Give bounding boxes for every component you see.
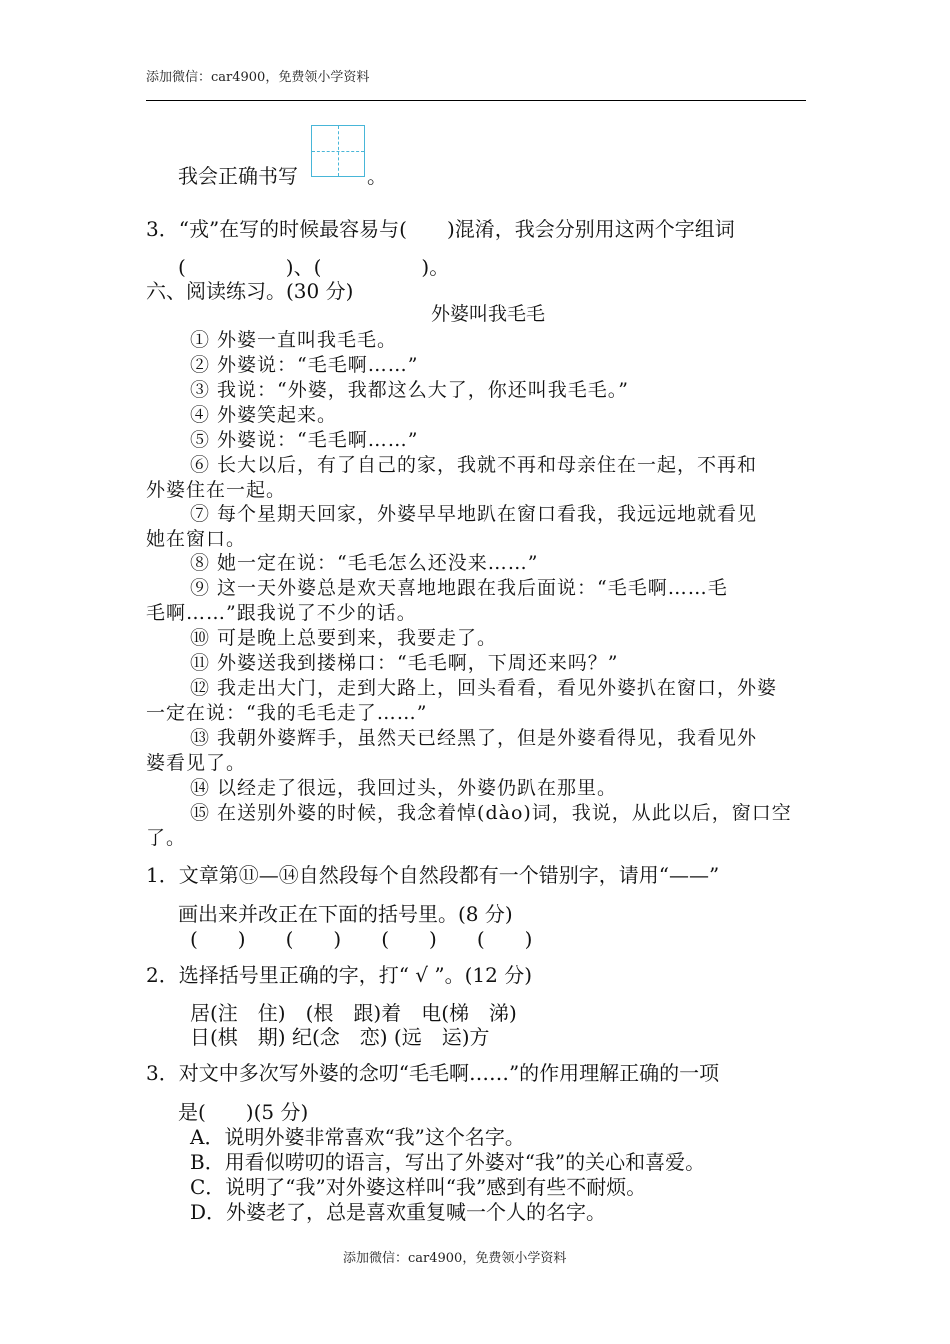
header-rule	[146, 100, 806, 101]
write-line-prefix: 我会正确书写	[178, 164, 298, 188]
passage-line: 一定在说：“我的毛毛走了……”	[146, 702, 428, 724]
footer-watermark: 添加微信：car4900，免费领小学资料	[343, 1251, 567, 1266]
passage-line: ⑩ 可是晚上总要到来，我要走了。	[190, 627, 498, 649]
q1-line2: 画出来并改正在下面的括号里。(8 分)	[178, 902, 513, 926]
write-line-suffix: 。	[367, 164, 387, 188]
q2-choice-row-1[interactable]: 居(注 住) (根 跟)着 电(梯 涕)	[190, 1001, 517, 1025]
passage-line: ⑭ 以经走了很远，我回过头，外婆仍趴在那里。	[190, 777, 618, 799]
passage-line: ④ 外婆笑起来。	[190, 404, 338, 426]
passage-line: ⑫ 我走出大门，走到大路上，回头看看，看见外婆扒在窗口，外婆	[190, 677, 778, 699]
passage-title: 外婆叫我毛毛	[431, 303, 546, 325]
q1-answer-blanks[interactable]: ( ) ( ) ( ) ( )	[190, 927, 533, 951]
passage-line: ⑥ 长大以后，有了自己的家，我就不再和母亲住在一起，不再和	[190, 454, 758, 476]
q3-option-a[interactable]: A．说明外婆非常喜欢“我”这个名字。	[190, 1125, 525, 1149]
header-watermark: 添加微信：car4900，免费领小学资料	[146, 70, 370, 85]
q3-line2: 是( )(5 分)	[178, 1100, 309, 1124]
q3-option-b[interactable]: B．用看似唠叨的语言，写出了外婆对“我”的关心和喜爱。	[190, 1150, 706, 1174]
q3-option-c[interactable]: C．说明了“我”对外婆这样叫“我”感到有些不耐烦。	[190, 1175, 647, 1199]
q3-line1: 3．对文中多次写外婆的念叨“毛毛啊……”的作用理解正确的一项	[146, 1061, 720, 1085]
q2-line1: 2．选择括号里正确的字，打“ √ ”。(12 分)	[146, 963, 533, 987]
passage-line: 她在窗口。	[146, 528, 247, 550]
passage-line: ⑮ 在送别外婆的时候，我念着悼(dào)词，我说，从此以后，窗口空	[190, 802, 792, 824]
passage-line: 婆看见了。	[146, 752, 247, 774]
top-q3-line1: 3．“戎”在写的时候最容易与( )混淆，我会分别用这两个字组词	[146, 217, 735, 241]
passage-line: 毛啊……”跟我说了不少的话。	[146, 602, 417, 624]
passage-line: ⑨ 这一天外婆总是欢天喜地地跟在我后面说：“毛毛啊……毛	[190, 577, 728, 599]
passage-line: ⑪ 外婆送我到搂梯口：“毛毛啊，下周还来吗？”	[190, 652, 619, 674]
passage-line: 外婆住在一起。	[146, 479, 287, 501]
passage-line: ② 外婆说：“毛毛啊……”	[190, 354, 419, 376]
passage-line: ⑤ 外婆说：“毛毛啊……”	[190, 429, 419, 451]
writing-grid-box[interactable]	[311, 125, 365, 177]
passage-line: ⑬ 我朝外婆辉手，虽然天已经黑了，但是外婆看得见，我看见外	[190, 727, 758, 749]
passage-line: ③ 我说：“外婆，我都这么大了，你还叫我毛毛。”	[190, 379, 629, 401]
q1-line1: 1．文章第⑪—⑭自然段每个自然段都有一个错别字，请用“——”	[146, 863, 720, 887]
q2-choice-row-2[interactable]: 日(棋 期) 纪(念 恋) (远 运)方	[190, 1025, 490, 1049]
passage-line: ⑧ 她一定在说：“毛毛怎么还没来……”	[190, 552, 539, 574]
grid-horizontal-guide	[312, 151, 364, 152]
section-heading: 六、阅读练习。(30 分)	[146, 279, 354, 303]
q3-option-d[interactable]: D．外婆老了，总是喜欢重复喊一个人的名字。	[190, 1200, 607, 1224]
passage-line: ⑦ 每个星期天回家，外婆早早地趴在窗口看我，我远远地就看见	[190, 503, 758, 525]
top-q3-line2: ( )、( )。	[178, 255, 450, 279]
passage-line: 了。	[146, 827, 187, 849]
passage-line: ① 外婆一直叫我毛毛。	[190, 329, 398, 351]
